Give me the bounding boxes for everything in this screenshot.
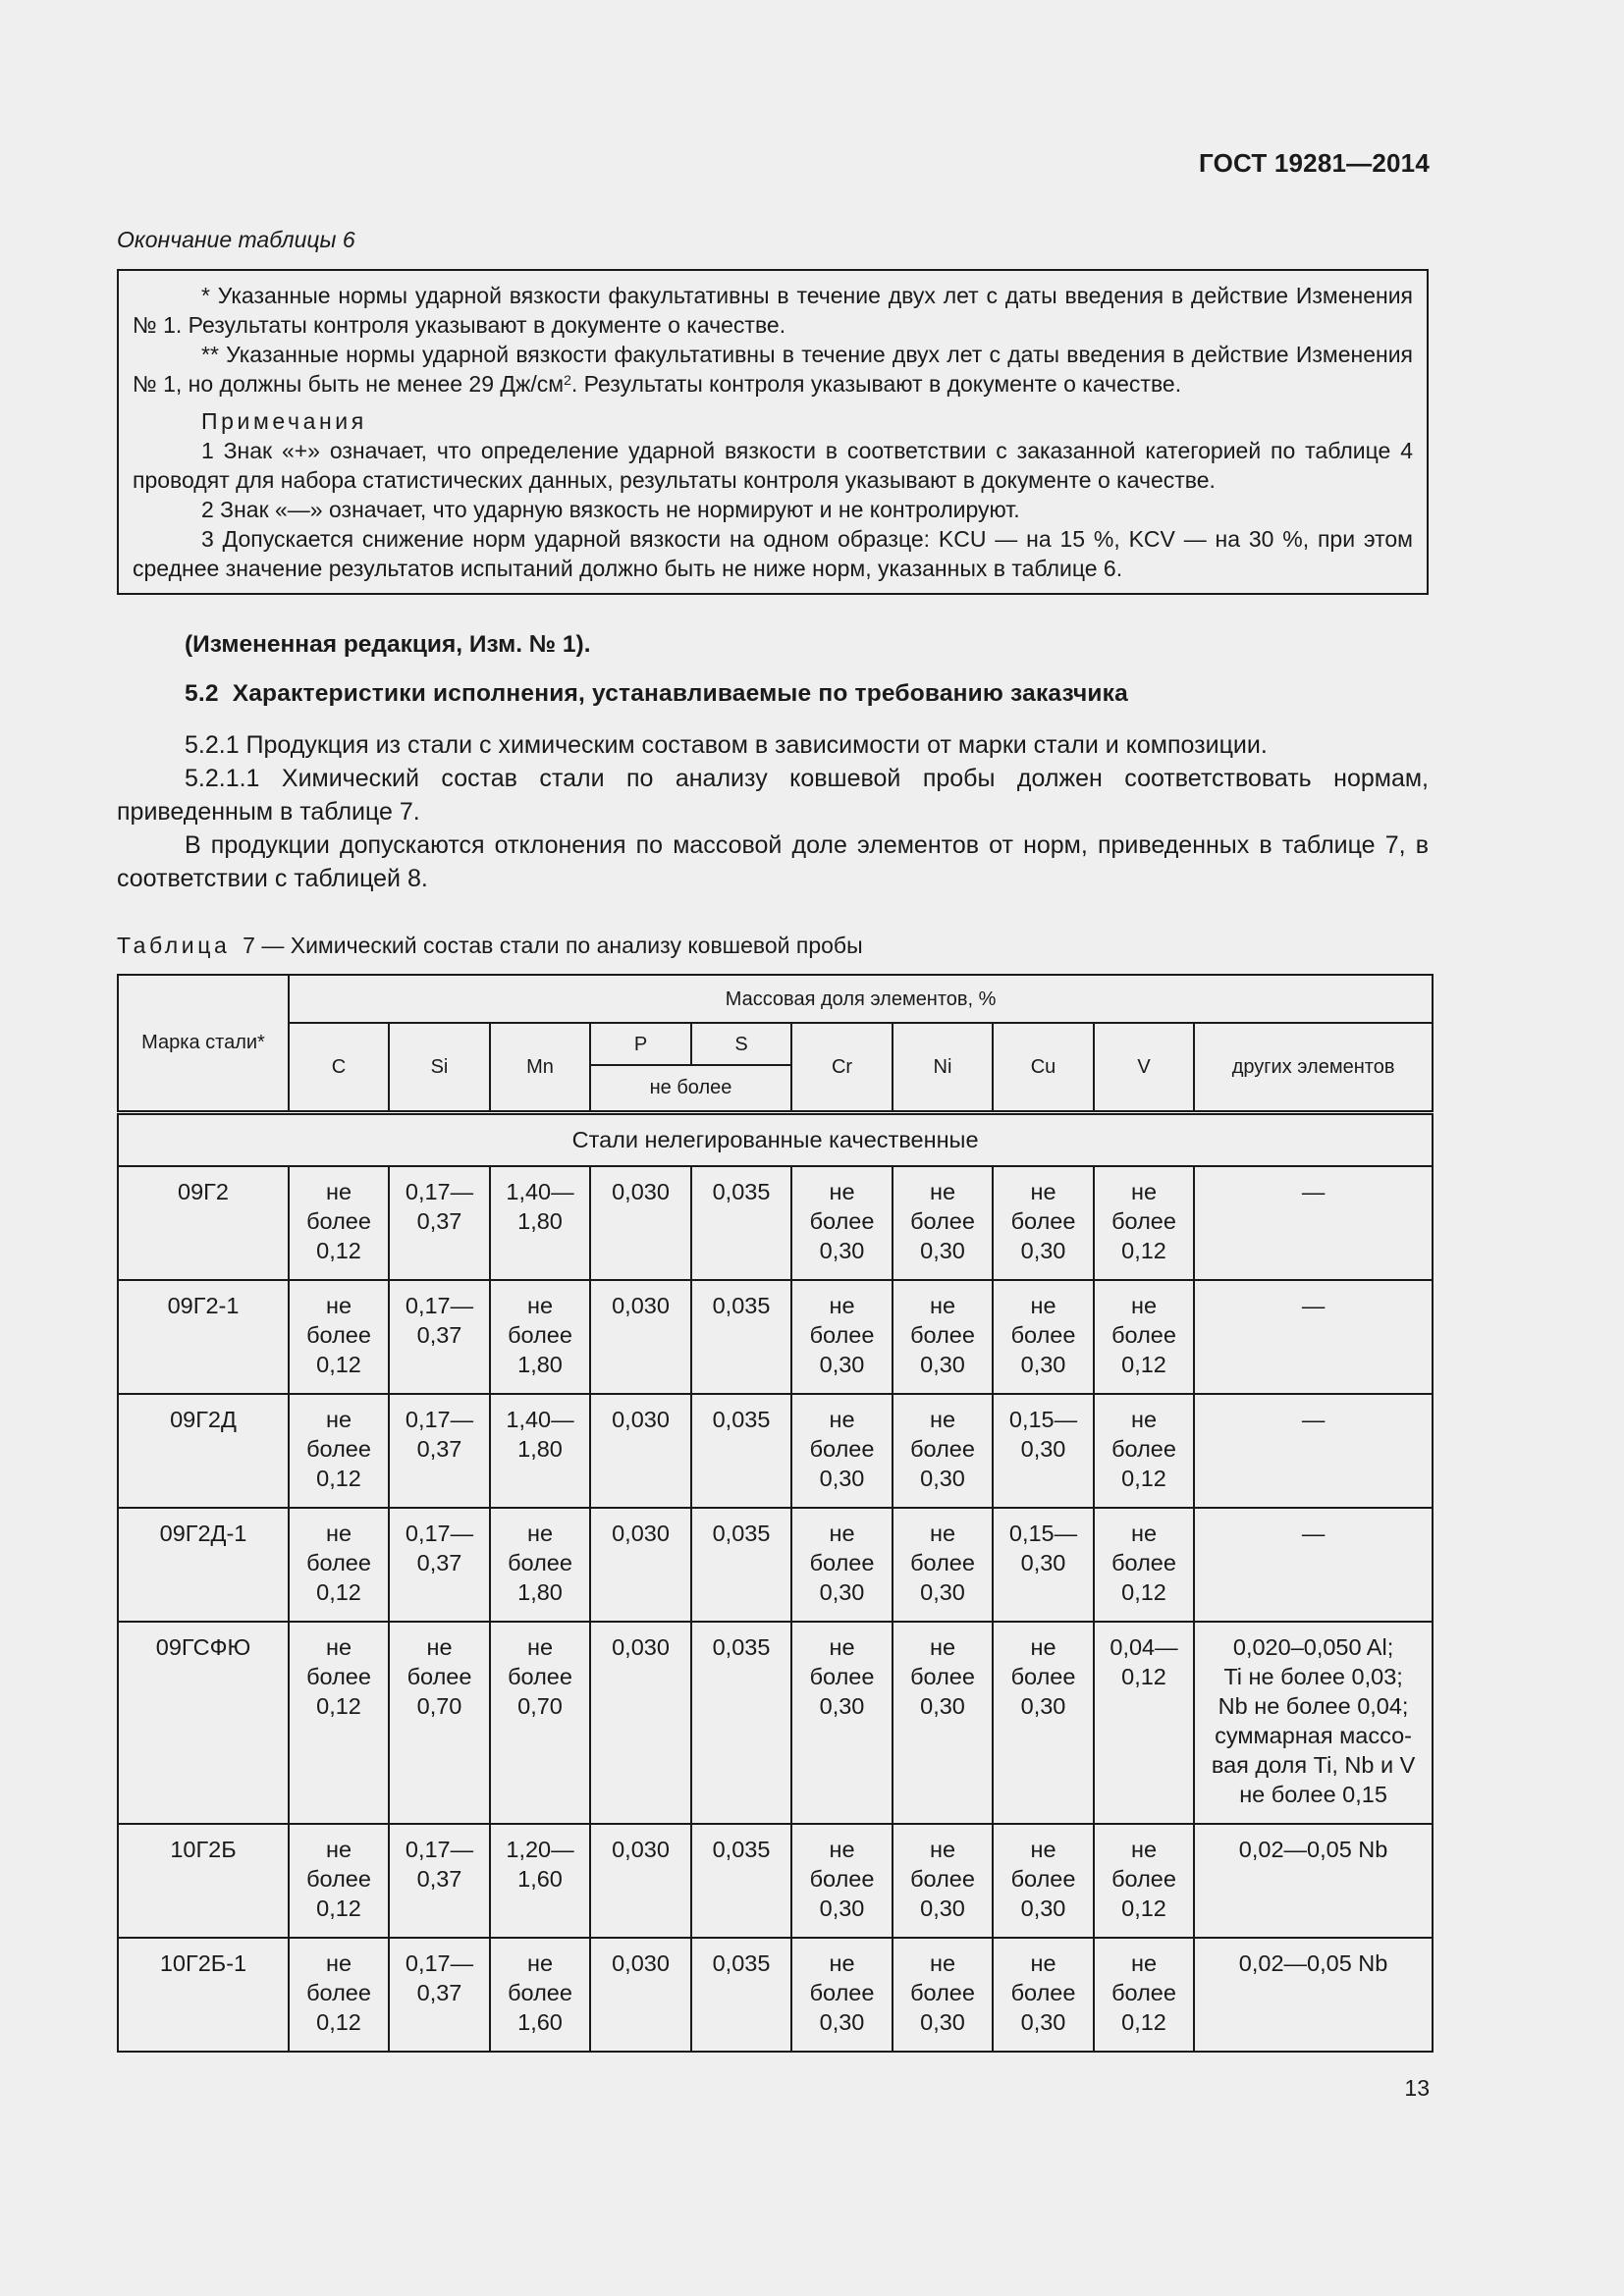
cell-line: более [406,1664,472,1689]
cell-p: 0,030 [590,1394,691,1508]
page-number: 13 [1404,2075,1430,2101]
cell-line: 0,12 [316,1693,361,1719]
cell-line: не [1130,1521,1158,1546]
cell-line: более [508,1980,572,2005]
header-not-more: не более [590,1065,791,1112]
cell-si [389,1824,490,1938]
cell-v [1094,1824,1194,1938]
cell-line: 1,40— [506,1407,574,1432]
cell-line: 0,30 [920,1693,965,1719]
cell-cr [791,1938,893,2052]
table-row [118,1394,1433,1508]
cell-line: не [829,1179,855,1204]
cell-line: 0,12 [1121,1579,1166,1605]
cell-si [389,1394,490,1508]
table-row [118,1166,1433,1280]
cell-line: не [526,1950,554,1976]
cell-line: 0,30 [819,1896,865,1921]
cell-other [1194,1394,1433,1508]
cell-line: 0,30 [819,1238,865,1263]
footnote-1: * Указанные нормы ударной вязкости факультативны в течение двух лет с даты введения в действие Изменения № 1. Результаты контроля указывают в документе о качестве. [133,283,1413,338]
cell-ni [893,1824,993,1938]
cell-c [289,1622,389,1824]
cell-s: 0,035 [691,1394,791,1508]
cell-mn [490,1824,590,1938]
cell-line: не [829,1407,855,1432]
cell-other [1194,1280,1433,1394]
cell-v [1094,1938,1194,2052]
notes-title-text: Примечания [201,408,367,434]
section-title: Характеристики исполнения, устанавливаемые по требованию заказчика [232,680,1128,707]
cell-line: 0,30 [819,1579,865,1605]
cell-line: более [910,1436,975,1462]
cell-line: более [910,1866,975,1892]
cell-line: более [306,1866,371,1892]
cell-si [389,1166,490,1280]
cell-line: 1,60 [517,1866,563,1892]
cell-line: 0,30 [920,1896,965,1921]
cell-line: 0,17— [405,1521,474,1546]
cell-line: не [929,1179,956,1204]
cell-line: 0,020–0,050 Al; [1232,1634,1394,1660]
cell-line: суммарная массо- [1215,1723,1412,1748]
cell-line: 0,30 [819,2009,865,2035]
cell-line: более [910,1322,975,1348]
note-2: 2 Знак «—» означает, что ударную вязкость не нормируют и не контролируют. [201,497,1020,522]
cell-line: более [306,1550,371,1575]
cell-other [1194,1166,1433,1280]
cell-line: 0,70 [517,1693,563,1719]
cell-line: не [829,1837,855,1862]
cell-cu [993,1824,1094,1938]
table-caption-text: 7 — Химический состав стали по анализу ковшевой пробы [243,933,863,958]
cell-other [1194,1622,1433,1824]
cell-line: 0,12 [316,1579,361,1605]
cell-p: 0,030 [590,1280,691,1394]
cell-line: не [929,1634,956,1660]
cell-line: 0,12 [316,1352,361,1377]
cell-s: 0,035 [691,1824,791,1938]
cell-line: 0,12 [1121,2009,1166,2035]
section-heading [185,680,1128,708]
cell-line: 1,60 [517,2009,563,2035]
cell-line: не [1130,1837,1158,1862]
cell-line: 0,30 [819,1352,865,1377]
cell-grade: 10Г2Б-1 [118,1938,289,2052]
cell-s: 0,035 [691,1622,791,1824]
header-cu: Cu [993,1023,1094,1112]
cell-line: 0,12 [1121,1466,1166,1491]
cell-line: 0,02—0,05 Nb [1238,1950,1388,1976]
cell-p: 0,030 [590,1938,691,2052]
notes-title [133,406,1413,436]
cell-line: 0,30 [819,1466,865,1491]
table-row [118,1280,1433,1394]
cell-line: 0,12 [316,1466,361,1491]
cell-line: 0,30 [920,1352,965,1377]
cell-cu [993,1166,1094,1280]
cell-line: не [325,1293,352,1318]
cell-line: — [1301,1179,1326,1204]
cell-line: 0,12 [1121,1664,1166,1689]
cell-line: более [910,1664,975,1689]
cell-line: более [1010,1208,1076,1234]
cell-line: — [1301,1407,1326,1432]
cell-line: не [325,1837,352,1862]
cell-ni [893,1508,993,1622]
table-row [118,1622,1433,1824]
table-row [118,1508,1433,1622]
cell-cr [791,1508,893,1622]
cell-line: не [829,1634,855,1660]
cell-line: не [325,1634,352,1660]
cell-line: более [508,1664,572,1689]
cell-line: не [426,1634,453,1660]
cell-cu [993,1394,1094,1508]
cell-ni [893,1622,993,1824]
cell-line: 0,30 [1020,1550,1066,1575]
cell-v [1094,1622,1194,1824]
cell-line: не [1030,1837,1056,1862]
cell-line: не [929,1950,956,1976]
cell-line: 0,12 [1121,1896,1166,1921]
cell-cu [993,1508,1094,1622]
cell-line: не [1030,1950,1056,1976]
header-grade: Марка стали* [118,975,289,1112]
cell-line: 0,37 [416,1322,462,1348]
cell-c [289,1508,389,1622]
cell-line: 0,70 [416,1693,462,1719]
footnote-2-sup: 2 [564,372,571,388]
cell-line: 0,17— [405,1950,474,1976]
cell-line: не [526,1634,554,1660]
header-other: других элементов [1194,1023,1433,1112]
cell-line: 0,30 [819,1693,865,1719]
cell-line: более [809,1550,875,1575]
cell-line: 1,80 [517,1208,563,1234]
table-row [118,1824,1433,1938]
cell-line: 0,15— [1008,1521,1078,1546]
cell-line: — [1301,1293,1326,1318]
cell-line: не [929,1407,956,1432]
footnote-2-text: ** Указанные нормы ударной вязкости факультативны в течение двух лет с даты введения в действие Изменения № 1, но должны быть не менее 29 Дж/см [133,342,1413,397]
cell-s: 0,035 [691,1166,791,1280]
cell-c [289,1824,389,1938]
cell-ni [893,1280,993,1394]
cell-grade: 09Г2Д-1 [118,1508,289,1622]
cell-line: более [1010,1664,1076,1689]
paragraph-5-2-1-1: 5.2.1.1 Химический состав стали по анализу ковшевой пробы должен соответствовать нормам, приведенным в таблице 7. [117,765,1429,826]
cell-line: 0,17— [405,1293,474,1318]
cell-mn [490,1508,590,1622]
cell-v [1094,1394,1194,1508]
header-mass-fraction: Массовая доля элементов, % [289,975,1433,1023]
cell-line: 0,30 [1020,1436,1066,1462]
header-s: S [691,1023,791,1065]
cell-line: более [910,1980,975,2005]
cell-line: не [325,1521,352,1546]
cell-cu [993,1622,1094,1824]
header-c: C [289,1023,389,1112]
changed-edition-note: (Измененная редакция, Изм. № 1). [185,631,591,658]
cell-line: не [325,1179,352,1204]
cell-line: более [508,1322,572,1348]
cell-si [389,1508,490,1622]
note-3: 3 Допускается снижение норм ударной вязкости на одном образце: KCU — на 15 %, KCV — на 30 %, при этом среднее значение результатов испытаний должно быть не ниже норм, указанных в таблице 6. [133,526,1413,581]
cell-line: не [526,1521,554,1546]
cell-cr [791,1280,893,1394]
cell-line: не [1130,1179,1158,1204]
cell-line: 0,12 [1121,1352,1166,1377]
cell-mn [490,1280,590,1394]
cell-line: более [1010,1866,1076,1892]
body-paragraphs [117,728,1429,895]
cell-line: не [1030,1293,1056,1318]
paragraph-5-2-1: 5.2.1 Продукция из стали с химическим составом в зависимости от марки стали и композиции. [185,731,1268,759]
header-ni: Ni [893,1023,993,1112]
cell-line: более [306,1436,371,1462]
cell-line: Ti не более 0,03; [1223,1664,1403,1689]
header-cr: Cr [791,1023,893,1112]
cell-line: 0,02—0,05 Nb [1238,1837,1388,1862]
cell-line: более [1010,1322,1076,1348]
table-row [118,1938,1433,2052]
table-notes-box [117,269,1429,595]
cell-v [1094,1280,1194,1394]
cell-p: 0,030 [590,1508,691,1622]
cell-line: более [910,1208,975,1234]
cell-line: 0,30 [1020,1238,1066,1263]
cell-c [289,1166,389,1280]
cell-cr [791,1824,893,1938]
cell-cr [791,1394,893,1508]
table-caption [117,933,863,959]
cell-line: более [809,1208,875,1234]
cell-line: 0,15— [1008,1407,1078,1432]
chemical-composition-table [117,974,1434,2053]
cell-line: более [1111,1208,1176,1234]
cell-grade: 09ГСФЮ [118,1622,289,1824]
cell-line: 0,30 [1020,1352,1066,1377]
cell-line: 0,30 [920,1238,965,1263]
cell-line: не более 0,15 [1239,1782,1387,1807]
header-si: Si [389,1023,490,1112]
cell-line: более [306,1322,371,1348]
cell-line: более [306,1208,371,1234]
cell-ni [893,1166,993,1280]
cell-other [1194,1824,1433,1938]
cell-mn [490,1622,590,1824]
cell-line: не [929,1293,956,1318]
cell-c [289,1280,389,1394]
cell-c [289,1394,389,1508]
cell-line: более [1111,1866,1176,1892]
cell-line: 0,12 [316,1238,361,1263]
cell-v [1094,1166,1194,1280]
cell-grade: 09Г2 [118,1166,289,1280]
cell-line: 0,37 [416,1980,462,2005]
cell-line: более [809,1980,875,2005]
cell-line: 1,80 [517,1436,563,1462]
cell-line: 0,30 [1020,1693,1066,1719]
cell-other [1194,1938,1433,2052]
cell-cu [993,1280,1094,1394]
cell-line: 0,12 [316,1896,361,1921]
cell-s: 0,035 [691,1508,791,1622]
cell-line: более [910,1550,975,1575]
cell-p: 0,030 [590,1622,691,1824]
cell-mn [490,1938,590,2052]
cell-line: 0,17— [405,1407,474,1432]
cell-line: 0,17— [405,1837,474,1862]
cell-line: более [809,1664,875,1689]
cell-p: 0,030 [590,1824,691,1938]
cell-si [389,1622,490,1824]
cell-s: 0,035 [691,1938,791,2052]
cell-line: — [1301,1521,1326,1546]
cell-si [389,1280,490,1394]
cell-s: 0,035 [691,1280,791,1394]
cell-p: 0,030 [590,1166,691,1280]
section-number: 5.2 [185,680,219,707]
cell-line: 0,37 [416,1436,462,1462]
cell-line: 1,40— [506,1179,574,1204]
header-mn: Mn [490,1023,590,1112]
cell-grade: 09Г2Д [118,1394,289,1508]
cell-line: более [1111,1322,1176,1348]
cell-line: более [306,1664,371,1689]
cell-line: 1,80 [517,1352,563,1377]
cell-line: 0,30 [920,1579,965,1605]
cell-line: 0,30 [1020,2009,1066,2035]
cell-line: не [1030,1634,1056,1660]
cell-other [1194,1508,1433,1622]
note-1: 1 Знак «+» означает, что определение ударной вязкости в соответствии с заказанной категорией по таблице 4 проводят для набора статистических данных, результаты контроля указывают в документе о качестве. [133,438,1413,493]
cell-line: 0,17— [405,1179,474,1204]
cell-line: не [325,1950,352,1976]
table-continuation-label: Окончание таблицы 6 [117,227,355,252]
cell-line: 0,30 [1020,1896,1066,1921]
cell-line: 0,37 [416,1866,462,1892]
cell-line: не [829,1293,855,1318]
cell-line: 0,30 [920,1466,965,1491]
cell-v [1094,1508,1194,1622]
group-row: Стали нелегированные качественные [118,1112,1433,1166]
header-p: P [590,1023,691,1065]
cell-line: 0,30 [920,2009,965,2035]
cell-line: 0,37 [416,1550,462,1575]
cell-line: не [1130,1407,1158,1432]
cell-line: 0,37 [416,1208,462,1234]
cell-line: не [829,1950,855,1976]
cell-cu [993,1938,1094,2052]
cell-line: не [829,1521,855,1546]
table-caption-label: Таблица [117,933,231,958]
cell-cr [791,1166,893,1280]
cell-line: Nb не более 0,04; [1218,1693,1409,1719]
cell-mn [490,1166,590,1280]
cell-line: не [1130,1950,1158,1976]
cell-line: 0,12 [316,2009,361,2035]
cell-line: не [1130,1293,1158,1318]
cell-grade: 09Г2-1 [118,1280,289,1394]
header-v: V [1094,1023,1194,1112]
cell-line: более [809,1866,875,1892]
cell-line: более [508,1550,572,1575]
cell-line: 0,04— [1110,1634,1178,1660]
cell-line: более [809,1436,875,1462]
cell-ni [893,1394,993,1508]
cell-grade: 10Г2Б [118,1824,289,1938]
cell-line: не [526,1293,554,1318]
cell-line: 1,20— [506,1837,574,1862]
cell-line: вая доля Ti, Nb и V [1211,1752,1416,1778]
cell-line: более [1010,1980,1076,2005]
cell-line: более [1111,1550,1176,1575]
cell-c [289,1938,389,2052]
cell-line: 0,12 [1121,1238,1166,1263]
footnote-2-tail: . Результаты контроля указывают в документе о качестве. [570,371,1182,397]
footnote-2 [133,340,1413,399]
cell-line: 1,80 [517,1579,563,1605]
cell-line: не [929,1521,956,1546]
cell-mn [490,1394,590,1508]
cell-ni [893,1938,993,2052]
cell-line: не [325,1407,352,1432]
paragraph-deviations: В продукции допускаются отклонения по массовой доле элементов от норм, приведенных в таблице 7, в соответствии с таблицей 8. [117,831,1429,892]
cell-line: не [929,1837,956,1862]
cell-line: более [306,1980,371,2005]
cell-line: более [1111,1980,1176,2005]
cell-line: не [1030,1179,1056,1204]
cell-si [389,1938,490,2052]
document-id: ГОСТ 19281—2014 [1199,148,1430,178]
cell-cr [791,1622,893,1824]
cell-line: более [1111,1436,1176,1462]
cell-line: более [809,1322,875,1348]
